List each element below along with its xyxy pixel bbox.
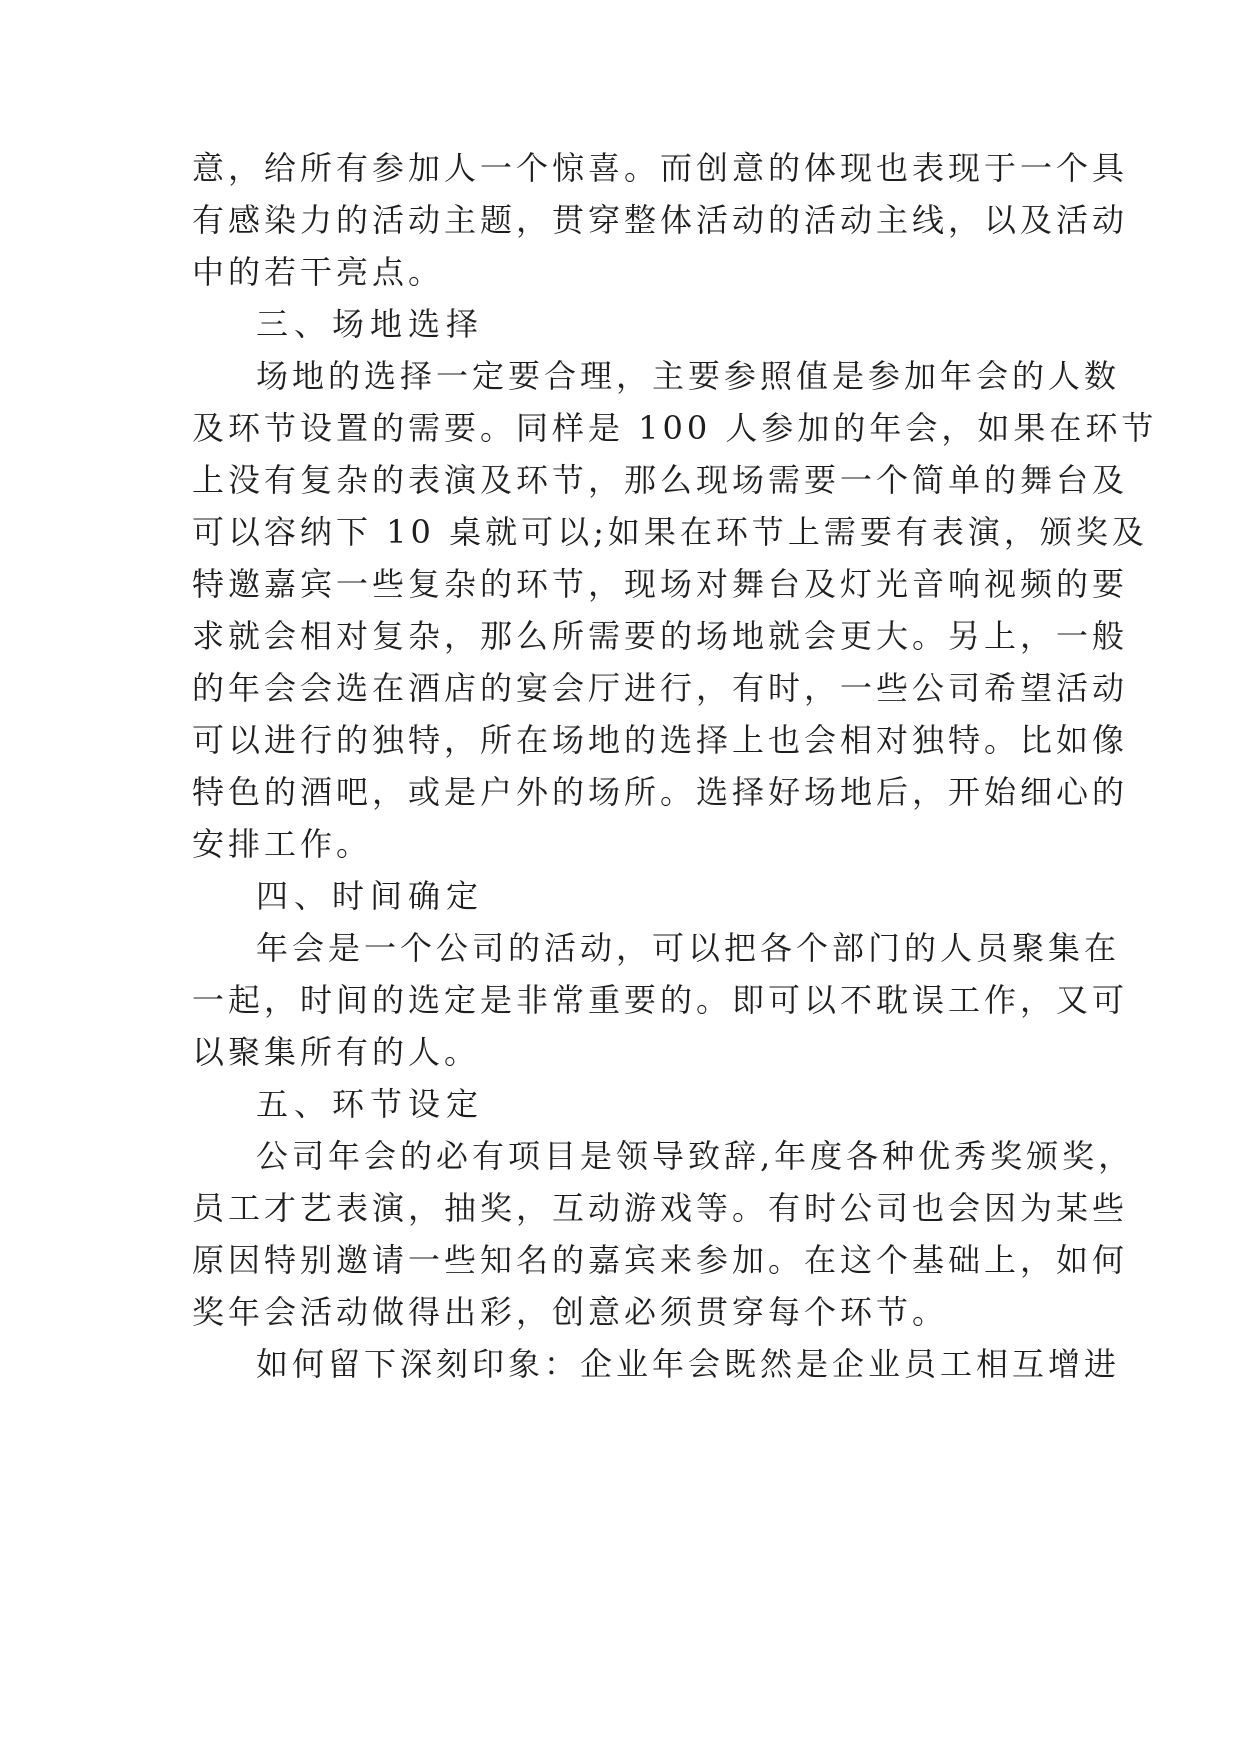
paragraph-line: 以聚集所有的人。 — [192, 1033, 481, 1071]
section-heading: 三、场地选择 — [256, 305, 485, 343]
paragraph-line: 如何留下深刻印象：企业年会既然是企业员工相互增进 — [256, 1345, 1121, 1383]
paragraph-line: 员工才艺表演，抽奖，互动游戏等。有时公司也会因为某些 — [192, 1189, 1129, 1227]
paragraph-line: 上没有复杂的表演及环节，那么现场需要一个简单的舞台及 — [192, 461, 1129, 499]
paragraph-line: 可以进行的独特，所在场地的选择上也会相对独特。比如像 — [192, 721, 1129, 759]
paragraph-line: 特色的酒吧，或是户外的场所。选择好场地后，开始细心的 — [192, 773, 1129, 811]
section-heading: 五、环节设定 — [256, 1085, 485, 1123]
paragraph-line: 中的若干亮点。 — [192, 253, 445, 291]
paragraph-line: 的年会会选在酒店的宴会厅进行，有时，一些公司希望活动 — [192, 669, 1129, 707]
paragraph-line: 一起，时间的选定是非常重要的。即可以不耽误工作，又可 — [192, 981, 1129, 1019]
section-heading: 四、时间确定 — [256, 877, 485, 915]
paragraph-line: 意，给所有参加人一个惊喜。而创意的体现也表现于一个具 — [192, 149, 1129, 187]
paragraph-line: 场地的选择一定要合理，主要参照值是参加年会的人数 — [256, 357, 1121, 395]
paragraph-line: 奖年会活动做得出彩，创意必须贯穿每个环节。 — [192, 1293, 949, 1331]
paragraph-line: 公司年会的必有项目是领导致辞,年度各种优秀奖颁奖， — [256, 1137, 1135, 1175]
paragraph-line: 年会是一个公司的活动，可以把各个部门的人员聚集在 — [256, 929, 1121, 967]
paragraph-line: 原因特别邀请一些知名的嘉宾来参加。在这个基础上，如何 — [192, 1241, 1129, 1279]
paragraph-line: 安排工作。 — [192, 825, 373, 863]
paragraph-line: 特邀嘉宾一些复杂的环节，现场对舞台及灯光音响视频的要 — [192, 565, 1129, 603]
paragraph-line: 求就会相对复杂，那么所需要的场地就会更大。另上，一般 — [192, 617, 1129, 655]
paragraph-line: 及环节设置的需要。同样是 100 人参加的年会，如果在环节 — [192, 409, 1158, 447]
paragraph-line: 可以容纳下 10 桌就可以;如果在环节上需要有表演，颁奖及 — [192, 513, 1148, 551]
paragraph-line: 有感染力的活动主题，贯穿整体活动的活动主线，以及活动 — [192, 201, 1129, 239]
